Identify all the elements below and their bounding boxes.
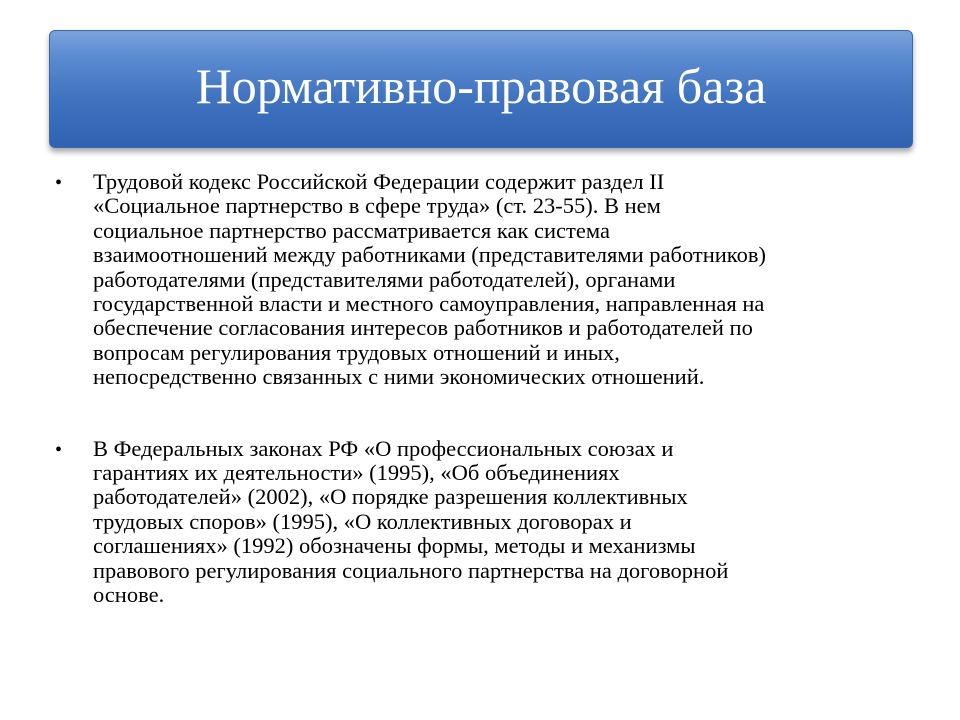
bullet-icon: • xyxy=(55,172,63,194)
bullet-icon: • xyxy=(55,438,63,461)
bullet-item-federal-laws xyxy=(54,437,914,608)
bullet-text-line: правового регулирования социального партнерства на договорной xyxy=(93,557,729,583)
bullet-text-line: Трудовой кодекс Российской Федерации содержит раздел II xyxy=(93,169,665,194)
bullet-text-line: В Федеральных законах РФ «О профессиональных союзах и xyxy=(93,435,674,461)
bullet-text-line: работодателями (представителями работодателей), органами xyxy=(93,266,676,292)
bullet-text-line: социальное партнерство рассматривается как система xyxy=(93,217,610,243)
bullet-text-line: государственной власти и местного самоуправления, направленная на xyxy=(93,291,765,317)
bullet-text-line: «Социальное партнерство в сфере труда» (ст. 23-55). В нем xyxy=(93,193,661,219)
bullet-text-line: трудовых споров» (1995), «О коллективных договорах и xyxy=(93,508,632,534)
bullet-text-line: взаимоотношений между работниками (представителями работников) xyxy=(93,242,766,268)
bullet-list xyxy=(54,170,914,608)
slide-content xyxy=(54,170,914,608)
title-banner xyxy=(49,30,913,148)
bullet-item-labor-code xyxy=(54,170,914,390)
bullet-text-line: вопросам регулирования трудовых отношений и иных, xyxy=(93,339,620,365)
bullet-text-line: основе. xyxy=(93,582,165,608)
bullet-text-line: обеспечение согласования интересов работников и работодателей по xyxy=(93,315,753,341)
bullet-text-line: соглашениях» (1992) обозначены формы, методы и механизмы xyxy=(93,533,696,559)
bullet-text-line: гарантиях их деятельности» (1995), «Об объединениях xyxy=(93,460,620,486)
slide-title: Нормативно-правовая база xyxy=(195,58,767,114)
bullet-text-line: работодателей» (2002), «О порядке разрешения коллективных xyxy=(93,484,688,510)
bullet-text-line: непосредственно связанных с ними экономических отношений. xyxy=(93,364,705,390)
